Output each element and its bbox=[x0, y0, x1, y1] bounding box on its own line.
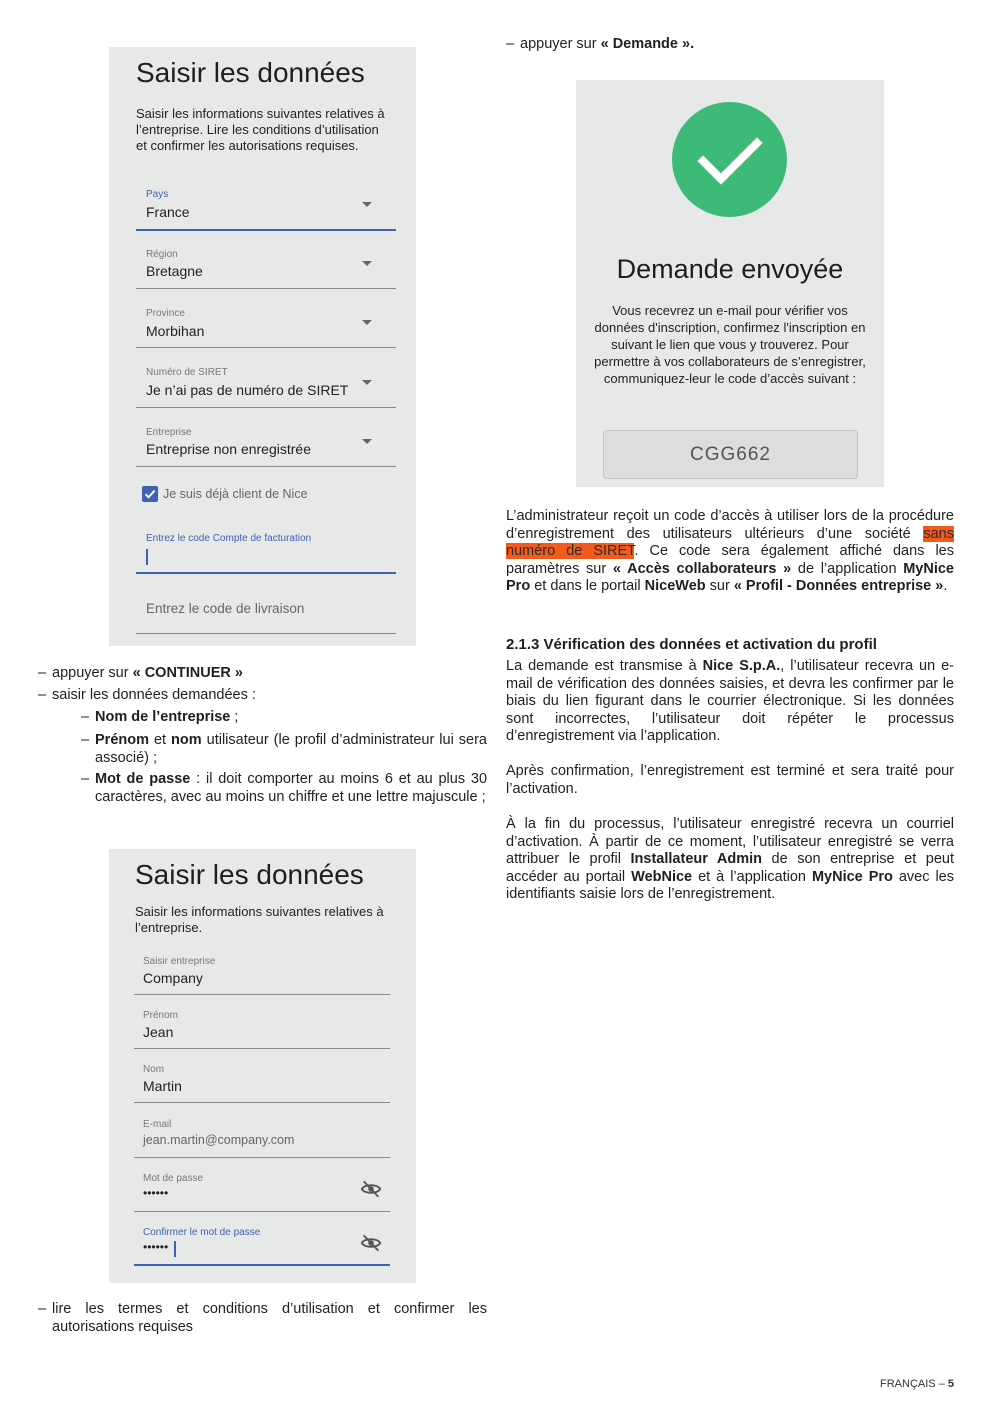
list-item-enter-data: saisir les données demandées : bbox=[52, 687, 256, 703]
country-select[interactable] bbox=[136, 185, 396, 231]
field-value: jean.martin@company.com bbox=[143, 1133, 295, 1147]
access-code-paragraph: L’administrateur reçoit un code d’accès à utiliser lors de la procédure d’enregistrement des utilisateurs ultérieurs d’une société sans numéro de SIRET. Ce code sera également affiché dans les paramètres sur « Accès collaborateurs » de l’application MyNice Pro et dans le portail NiceWeb sur « Profil - Données entreprise ». bbox=[506, 508, 954, 594]
list-item-terms: lire les termes et conditions d’utilisation et confirmer les autorisations requises bbox=[52, 1301, 487, 1335]
screenshot-panel-request-sent bbox=[576, 80, 884, 487]
field-label: Nom bbox=[143, 1064, 165, 1075]
password-input[interactable] bbox=[134, 1170, 390, 1212]
field-value: •••••• bbox=[143, 1240, 169, 1254]
section-paragraph-1: La demande est transmise à Nice S.p.A., l’utilisateur recevra un e-mail de vérification des données saisies, et devra les confirmer par le biais du lien figurant dans le courrier électronique. Si les données sont incorrectes, l’utilisateur doit répéter le processus d’enregistrement via l’application. bbox=[506, 658, 954, 744]
sublist-item-name: Prénom et nom utilisateur (le profil d’administrateur lui sera associé) ; bbox=[95, 732, 487, 766]
field-label: Entrez le code Compte de facturation bbox=[146, 533, 312, 544]
billing-code-input[interactable] bbox=[136, 529, 396, 574]
field-value: France bbox=[146, 204, 190, 220]
list-dash: – bbox=[38, 1301, 47, 1317]
company-name-input[interactable] bbox=[134, 953, 390, 995]
list-dash: – bbox=[38, 665, 47, 681]
existing-client-checkbox[interactable] bbox=[142, 486, 158, 502]
list-dash: – bbox=[81, 732, 90, 748]
field-value: Morbihan bbox=[146, 323, 205, 339]
text-cursor bbox=[174, 1241, 176, 1257]
sublist-item-password: Mot de passe : il doit comporter au moins 6 et au plus 30 caractères, avec au moins un chiffre et une lettre majuscule ; bbox=[95, 771, 488, 805]
list-dash: – bbox=[506, 36, 515, 52]
screenshot-panel-enter-data bbox=[109, 47, 416, 646]
delivery-code-input[interactable] bbox=[136, 587, 396, 634]
email-input[interactable] bbox=[134, 1115, 390, 1158]
panel-description: Saisir les informations suivantes relatives à l’entreprise. bbox=[135, 904, 384, 935]
footer-language: FRANÇAIS – bbox=[880, 1378, 948, 1390]
field-label: Pays bbox=[146, 189, 169, 200]
field-label: Province bbox=[146, 308, 185, 319]
field-value: Entreprise non enregistrée bbox=[146, 441, 311, 457]
field-label: Région bbox=[146, 249, 178, 260]
screenshot-panel-user-data bbox=[109, 849, 416, 1283]
section-paragraph-3: À la fin du processus, l’utilisateur enregistré recevra un courriel d’activation. À partir de ce moment, l’utilisateur enregistré se verra attribuer le profil Installateur Admin de son entreprise et peut accéder au portail WebNice et à l’application MyNice Pro avec les identifiants saisie lors de l’enregistrement. bbox=[506, 816, 954, 902]
panel-title: Saisir les données bbox=[136, 57, 365, 88]
list-item-request: appuyer sur « Demande ». bbox=[520, 36, 695, 52]
input-placeholder: Entrez le code de livraison bbox=[146, 601, 305, 616]
field-value: Bretagne bbox=[146, 263, 203, 279]
success-circle bbox=[672, 102, 787, 217]
list-dash: – bbox=[38, 687, 47, 703]
confirm-password-input[interactable] bbox=[134, 1224, 390, 1266]
field-label: Prénom bbox=[143, 1010, 179, 1021]
siret-select[interactable] bbox=[136, 363, 396, 408]
field-value: Martin bbox=[143, 1078, 182, 1094]
region-select[interactable] bbox=[136, 245, 396, 289]
checkmark-icon bbox=[672, 102, 787, 217]
company-select[interactable] bbox=[136, 423, 396, 467]
section-heading: 2.1.3 Vérification des données et activation du profil bbox=[506, 636, 877, 653]
field-label: Saisir entreprise bbox=[143, 956, 216, 967]
checkbox-label: Je suis déjà client de Nice bbox=[163, 487, 308, 501]
checkmark-icon bbox=[142, 486, 158, 502]
eye-off-icon[interactable] bbox=[360, 1178, 382, 1200]
text-cursor bbox=[146, 549, 148, 565]
field-label: Mot de passe bbox=[143, 1173, 204, 1184]
first-name-input[interactable] bbox=[134, 1007, 390, 1049]
field-label: Entreprise bbox=[146, 427, 192, 438]
field-label: Numéro de SIRET bbox=[146, 367, 228, 378]
access-code-box bbox=[603, 430, 858, 479]
field-value: Company bbox=[143, 970, 203, 986]
field-value: Je n’ai pas de numéro de SIRET bbox=[146, 382, 349, 398]
dropdown-arrow-icon bbox=[362, 380, 372, 385]
last-name-input[interactable] bbox=[134, 1061, 390, 1103]
province-select[interactable] bbox=[136, 304, 396, 348]
section-paragraph-2: Après confirmation, l’enregistrement est terminé et sera traité pour l’activation. bbox=[506, 763, 954, 797]
panel-title: Saisir les données bbox=[135, 859, 364, 890]
panel-message: Vous recevrez un e-mail pour vérifier vos données d'inscription, confirmez l'inscription en suivant le lien que vous y trouverez. Pour permettre à vos collaborateurs de s’enregistrer, communiquez-leur le code d’accès suivant : bbox=[594, 303, 866, 386]
panel-description: Saisir les informations suivantes relatives à l’entreprise. Lire les conditions d’utilisation et confirmer les autorisations requises. bbox=[136, 106, 385, 153]
list-dash: – bbox=[81, 771, 90, 787]
dropdown-arrow-icon bbox=[362, 439, 372, 444]
list-dash: – bbox=[81, 709, 90, 725]
field-value: Jean bbox=[143, 1024, 174, 1040]
field-label: E-mail bbox=[143, 1119, 172, 1130]
highlighted-text: sans numéro de SIRET bbox=[506, 525, 954, 559]
panel-title: Demande envoyée bbox=[616, 254, 844, 284]
page-footer bbox=[880, 1378, 954, 1390]
sublist-item-company-name: Nom de l’entreprise ; bbox=[95, 709, 239, 725]
field-label: Confirmer le mot de passe bbox=[143, 1227, 261, 1238]
eye-off-icon[interactable] bbox=[360, 1232, 382, 1254]
dropdown-arrow-icon bbox=[362, 261, 372, 266]
dropdown-arrow-icon bbox=[362, 202, 372, 207]
page-number: 5 bbox=[947, 1378, 954, 1390]
access-code: CGG662 bbox=[690, 444, 771, 465]
field-value: •••••• bbox=[143, 1186, 169, 1200]
list-item-continue: appuyer sur « CONTINUER » bbox=[52, 665, 243, 681]
dropdown-arrow-icon bbox=[362, 320, 372, 325]
